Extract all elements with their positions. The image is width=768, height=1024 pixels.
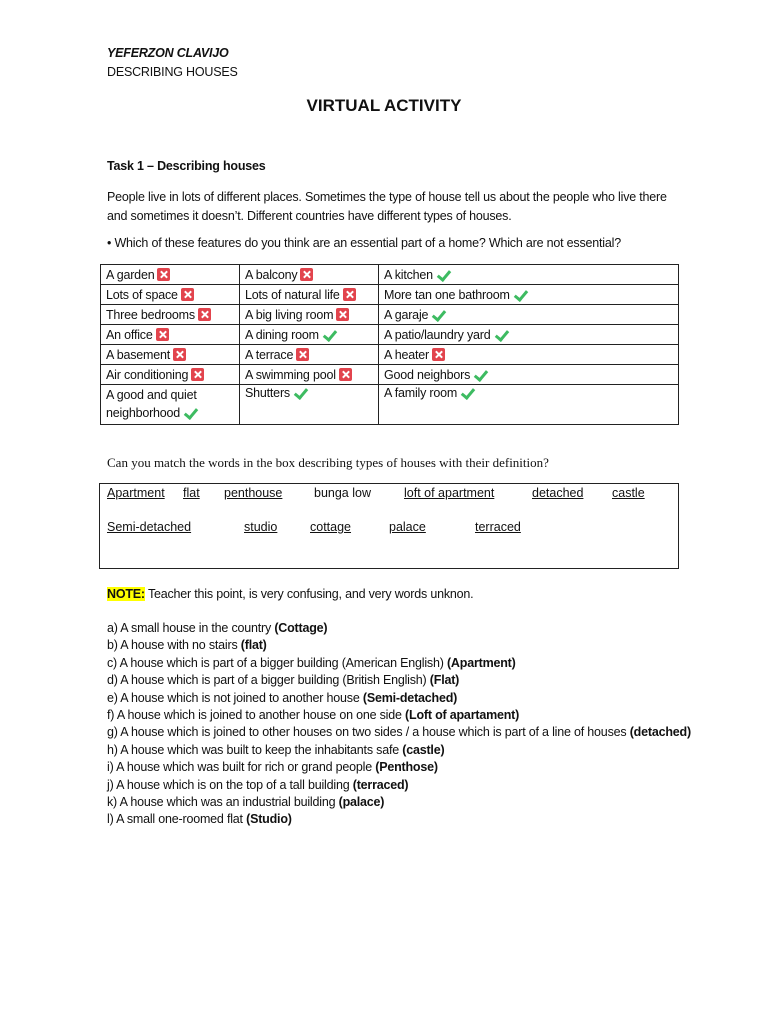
check-icon	[431, 308, 447, 321]
word-item: studio	[244, 520, 278, 534]
feature-label: A terrace	[245, 347, 294, 362]
definition-item	[107, 707, 697, 724]
table-cell	[240, 365, 379, 385]
x-icon	[343, 288, 356, 301]
definitions-list	[107, 620, 697, 829]
match-question: Can you match the words in the box describing types of houses with their definition?	[107, 455, 549, 470]
word-item: penthouse	[224, 486, 283, 500]
check-icon	[460, 386, 476, 399]
definition-answer: (castle)	[402, 742, 445, 757]
word-item: loft of apartment	[404, 486, 495, 500]
definition-item	[107, 655, 697, 672]
table-cell	[379, 365, 679, 385]
table-row	[101, 385, 679, 425]
feature-label: Lots of natural life	[245, 287, 340, 302]
check-icon	[436, 268, 452, 281]
definition-item	[107, 724, 697, 741]
definition-answer: (Loft of apartament)	[405, 708, 520, 723]
table-row	[101, 285, 679, 305]
x-icon	[173, 348, 186, 361]
x-icon	[156, 328, 169, 341]
table-cell	[101, 285, 240, 305]
definition-text: h) A house which was built to keep the inhabitants safe	[107, 742, 403, 757]
task-heading: Task 1 – Describing houses	[107, 159, 266, 173]
feature-label: A dining room	[245, 327, 319, 342]
table-cell	[101, 325, 240, 345]
definition-text: f) A house which is joined to another house on one side	[107, 708, 406, 723]
document-subtitle: DESCRIBING HOUSES	[107, 65, 238, 79]
table-row	[101, 265, 679, 285]
definition-text: a) A small house in the country	[107, 621, 275, 635]
feature-label: A garaje	[384, 307, 429, 322]
x-icon	[432, 348, 445, 361]
word-item: bunga low	[314, 486, 371, 500]
x-icon	[181, 288, 194, 301]
feature-label: A basement	[106, 347, 171, 362]
word-item: Apartment	[107, 486, 165, 500]
word-item: terraced	[475, 520, 521, 534]
x-icon	[157, 268, 170, 281]
word-item: palace	[389, 520, 426, 534]
definition-item	[107, 620, 697, 637]
feature-label: A garden	[106, 267, 155, 282]
feature-label: Shutters	[245, 386, 290, 400]
check-icon	[494, 328, 510, 341]
definition-answer: (flat)	[240, 638, 267, 653]
feature-label: A balcony	[245, 267, 298, 282]
definition-item	[107, 742, 697, 759]
table-cell	[240, 305, 379, 325]
table-cell	[101, 305, 240, 325]
definition-text: j) A house which is on the top of a tall building	[107, 777, 353, 792]
word-item: Semi-detached	[107, 520, 192, 534]
feature-label: Air conditioning	[106, 367, 189, 382]
feature-label: An office	[106, 327, 153, 342]
feature-label: More tan one bathroom	[384, 287, 510, 302]
note-label: NOTE:	[107, 587, 145, 601]
feature-label: Lots of space	[106, 287, 178, 302]
feature-label: Good neighbors	[384, 367, 471, 382]
feature-label: A patio/laundry yard	[384, 327, 491, 342]
definition-answer: (Penthose)	[375, 760, 438, 775]
feature-label: A big living room	[245, 307, 334, 322]
word-box	[99, 483, 679, 569]
definition-item	[107, 690, 697, 707]
word-item: detached	[532, 486, 584, 500]
table-cell	[240, 325, 379, 345]
definition-text: c) A house which is part of a bigger building (American English)	[107, 655, 447, 670]
table-cell	[101, 345, 240, 365]
x-icon	[300, 268, 313, 281]
definition-answer: (Studio)	[246, 812, 292, 827]
definition-answer: (Cottage)	[274, 621, 328, 635]
table-cell	[240, 265, 379, 285]
x-icon	[339, 368, 352, 381]
feature-label: A family room	[384, 386, 458, 400]
check-icon	[513, 288, 529, 301]
definition-text: b) A house with no stairs	[107, 638, 241, 653]
definition-item	[107, 794, 697, 811]
x-icon	[191, 368, 204, 381]
definition-text: g) A house which is joined to other houses on two sides / a house which is part of a line of houses	[107, 725, 630, 740]
definition-item	[107, 811, 697, 828]
table-row	[101, 325, 679, 345]
table-cell	[240, 385, 379, 425]
definition-answer: (Apartment)	[446, 655, 516, 670]
word-item: flat	[183, 486, 200, 500]
x-icon	[198, 308, 211, 321]
definition-text: k) A house which was an industrial building	[107, 795, 339, 810]
feature-label: Three bedrooms	[106, 307, 195, 322]
feature-label: A good and quiet neighborhood	[106, 388, 197, 420]
intro-paragraph: People live in lots of different places. Sometimes the type of house tell us about the people who live there and sometimes it doesn’t. Different countries have different types of houses.	[107, 190, 667, 223]
x-icon	[296, 348, 309, 361]
check-icon	[293, 386, 309, 399]
table-cell	[101, 365, 240, 385]
check-icon	[473, 368, 489, 381]
definition-text: e) A house which is not joined to another house	[107, 690, 363, 705]
table-cell	[379, 265, 679, 285]
note-text: Teacher this point, is very confusing, and very words unknon.	[144, 587, 474, 601]
x-icon	[336, 308, 349, 321]
table-cell	[240, 345, 379, 365]
definition-item	[107, 672, 697, 689]
definition-item	[107, 637, 697, 654]
page-title: VIRTUAL ACTIVITY	[306, 96, 462, 115]
feature-label: A swimming pool	[245, 367, 336, 382]
features-question: • Which of these features do you think are an essential part of a home? Which are not essential?	[107, 236, 621, 250]
definition-answer: (palace)	[338, 795, 385, 810]
author-name: YEFERZON CLAVIJO	[107, 46, 229, 60]
definition-item	[107, 759, 697, 776]
definition-answer: (detached)	[629, 725, 691, 740]
table-cell	[240, 285, 379, 305]
definition-item	[107, 777, 697, 794]
note-line	[107, 587, 473, 601]
table-cell	[379, 305, 679, 325]
feature-wrap	[106, 386, 226, 422]
table-row	[101, 365, 679, 385]
table-cell	[379, 285, 679, 305]
table-row	[101, 305, 679, 325]
features-table	[100, 264, 679, 425]
definition-text: i) A house which was built for rich or grand people	[107, 760, 376, 775]
word-item: cottage	[310, 520, 352, 534]
definition-answer: (terraced)	[352, 777, 409, 792]
table-row	[101, 345, 679, 365]
check-icon	[322, 328, 338, 341]
table-cell	[379, 345, 679, 365]
table-cell	[101, 385, 240, 425]
table-cell	[101, 265, 240, 285]
definition-text: d) A house which is part of a bigger building (British English)	[107, 673, 430, 688]
table-cell	[379, 325, 679, 345]
definition-answer: (Flat)	[429, 673, 460, 688]
word-item: castle	[612, 486, 645, 500]
feature-label: A kitchen	[384, 267, 433, 282]
feature-label: A heater	[384, 347, 429, 362]
check-icon	[183, 406, 199, 419]
definition-answer: (Semi-detached)	[362, 690, 458, 705]
definition-text: l) A small one-roomed flat	[107, 812, 247, 827]
table-cell	[379, 385, 679, 425]
